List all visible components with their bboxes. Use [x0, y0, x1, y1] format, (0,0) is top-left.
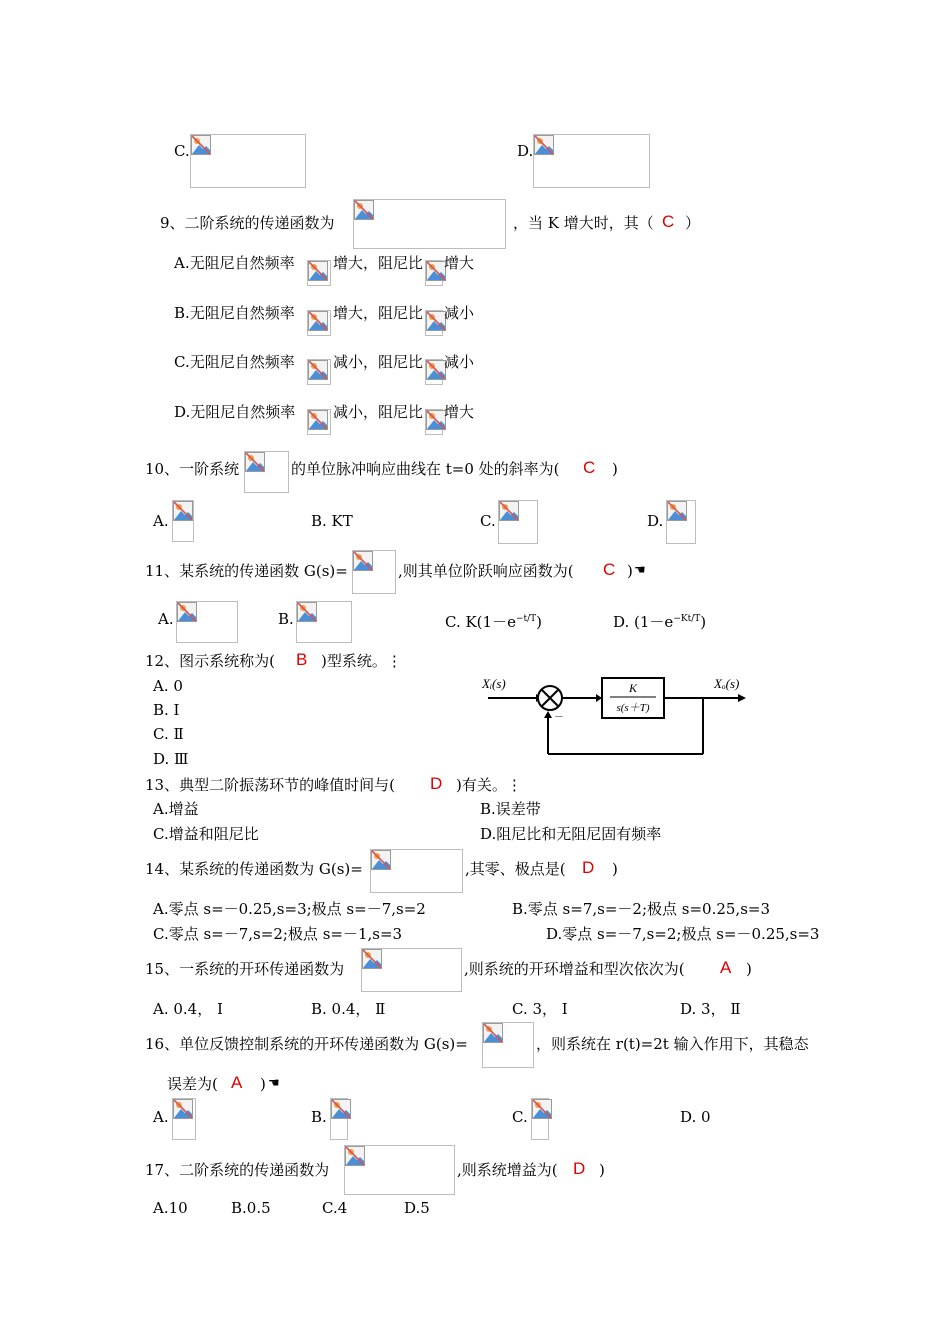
q11-close: ) [627, 562, 633, 580]
q17-option-d: D.5 [404, 1199, 430, 1217]
q17-option-c: C.4 [322, 1199, 348, 1217]
broken-image-icon [352, 550, 396, 594]
broken-image-icon [344, 1145, 455, 1195]
q12-option-a: A. 0 [153, 677, 183, 695]
q12-question-suffix: )型系统。⋮ [321, 652, 402, 670]
q13-question-suffix: )有关。⋮ [456, 776, 522, 794]
q10-option-c: C. [480, 512, 496, 530]
broken-image-icon [172, 500, 194, 542]
q12-option-c: C. Ⅱ [153, 725, 184, 743]
q14-question-text: 14、某系统的传递函数为 G(s)= [145, 860, 363, 878]
q16-question-line2: 误差为( [167, 1075, 218, 1093]
q14-option-a: A.零点 s=－0.25,s=3;极点 s=－7,s=2 [153, 900, 426, 918]
q13-option-c: C.增益和阻尼比 [153, 825, 259, 843]
broken-image-icon [353, 199, 506, 249]
broken-image-icon [307, 409, 331, 435]
q9-option-b-mid: 增大，阻尼比 [333, 304, 424, 322]
q10-option-a: A. [153, 512, 169, 530]
q11-option-c: C. $K(1-e^{-t/T})$ [445, 613, 543, 631]
broken-image-icon [533, 134, 650, 188]
q13-option-d: D.阻尼比和无阻尼固有频率 [480, 825, 662, 843]
q9-question-suffix: ，当 K 增大时，其（ [513, 214, 654, 232]
q13-question-text: 13、典型二阶振荡环节的峰值时间与( [145, 776, 395, 794]
q16-question-suffix: ，则系统在 r(t)=2t 输入作用下，其稳态 [536, 1035, 809, 1053]
hand-pointer-icon: ☚ [634, 563, 646, 578]
q17-question-text: 17、二阶系统的传递函数为 [145, 1161, 330, 1179]
diagram-input-label: Xᵢ(s) [482, 676, 506, 691]
q16-question-text: 16、单位反馈控制系统的开环传递函数为 G(s)= [145, 1035, 468, 1053]
q17-option-a: A.10 [153, 1199, 188, 1217]
broken-image-icon [307, 260, 331, 286]
broken-image-icon [482, 1022, 534, 1068]
q9-option-d-mid: 减小，阻尼比 [333, 403, 424, 421]
q16-option-c: C. [512, 1108, 528, 1126]
q10-answer: C [583, 458, 596, 477]
q15-option-a: A. 0.4， Ⅰ [153, 1000, 223, 1018]
q17-close: ) [599, 1161, 605, 1179]
q15-option-b: B. 0.4， Ⅱ [311, 1000, 386, 1018]
broken-image-icon [176, 601, 238, 643]
q15-option-d: D. 3， Ⅱ [680, 1000, 741, 1018]
q9-option-d-end: 增大 [444, 403, 475, 421]
q9-option-b-label: B.无阻尼自然频率 [174, 304, 295, 322]
broken-image-icon [330, 1098, 348, 1140]
q15-close: ) [746, 960, 752, 978]
q14-option-d: D.零点 s=－7,s=2;极点 s=－0.25,s=3 [546, 925, 820, 943]
q9-close: ） [685, 214, 701, 232]
q15-question-suffix: ,则系统的开环增益和型次依次为( [464, 960, 685, 978]
broken-image-icon [190, 134, 306, 188]
q9-option-a-mid: 增大，阻尼比 [333, 254, 424, 272]
broken-image-icon [307, 359, 331, 385]
q13-option-a: A.增益 [153, 800, 199, 818]
broken-image-icon [498, 500, 538, 544]
block-diagram [478, 670, 778, 762]
q17-answer: D [573, 1159, 586, 1178]
q9-option-c-mid: 减小，阻尼比 [333, 353, 424, 371]
q14-answer: D [582, 858, 595, 877]
q14-question-suffix: ,其零、极点是( [465, 860, 566, 878]
broken-image-icon [425, 359, 443, 385]
q9-option-b-end: 减小 [444, 304, 475, 322]
q10-close: ) [612, 460, 618, 478]
broken-image-icon [307, 310, 331, 336]
broken-image-icon [531, 1098, 549, 1140]
q13-answer: D [430, 774, 443, 793]
q14-close: ) [612, 860, 618, 878]
q9-option-c-end: 减小 [444, 353, 475, 371]
feedback-sign: － [554, 712, 564, 723]
q11-option-d: D. $(1-e^{-Kt/T})$ [613, 613, 707, 631]
q15-question-text: 15、一系统的开环传递函数为 [145, 960, 345, 978]
q11-question-text: 11、某系统的传递函数 G(s)= [145, 562, 348, 580]
broken-image-icon [361, 948, 462, 992]
q16-close: ) [260, 1075, 266, 1093]
hand-pointer-icon: ☚ [268, 1076, 280, 1091]
diagram-output-label: Xₒ(s) [714, 676, 740, 691]
q10-option-d: D. [647, 512, 664, 530]
q11-option-b: B. [278, 610, 294, 628]
q9-option-a-label: A.无阻尼自然频率 [174, 254, 295, 272]
q17-option-b: B.0.5 [231, 1199, 271, 1217]
broken-image-icon [370, 849, 463, 893]
q12-question-text: 12、图示系统称为( [145, 652, 275, 670]
q14-option-c: C.零点 s=－7,s=2;极点 s=－1,s=3 [153, 925, 403, 943]
broken-image-icon [244, 451, 289, 493]
q16-option-a: A. [153, 1108, 169, 1126]
q12-option-d: D. Ⅲ [153, 750, 189, 768]
broken-image-icon [425, 310, 443, 336]
q9-option-a-end: 增大 [444, 254, 475, 272]
q16-option-b: B. [311, 1108, 327, 1126]
broken-image-icon [425, 409, 443, 435]
broken-image-icon [296, 601, 352, 643]
q10-option-b: B. KT [311, 512, 353, 530]
broken-image-icon [666, 500, 696, 544]
q10-question-suffix: 的单位脉冲响应曲线在 t=0 处的斜率为( [291, 460, 560, 478]
q12-option-b: B. Ⅰ [153, 701, 180, 719]
q16-answer: A [231, 1073, 243, 1092]
q11-answer: C [603, 560, 616, 579]
q16-option-d: D. 0 [680, 1108, 711, 1126]
q15-option-c: C. 3， Ⅰ [512, 1000, 568, 1018]
q9-answer: C [662, 212, 675, 231]
q9-option-d-label: D.无阻尼自然频率 [174, 403, 296, 421]
q13-option-b: B.误差带 [480, 800, 541, 818]
block-denominator: s(s＋T) [616, 702, 650, 714]
block-numerator: K [628, 681, 638, 695]
q9-option-c-label: C.无阻尼自然频率 [174, 353, 295, 371]
q14-option-b: B.零点 s=7,s=－2;极点 s=0.25,s=3 [512, 900, 771, 918]
q11-question-suffix: ,则其单位阶跃响应函数为( [398, 562, 574, 580]
q12-answer: B [296, 650, 308, 669]
broken-image-icon [172, 1098, 196, 1140]
q15-answer: A [720, 958, 732, 977]
broken-image-icon [425, 260, 443, 286]
q9-question-text: 9、二阶系统的传递函数为 [160, 214, 335, 232]
q17-question-suffix: ,则系统增益为( [457, 1161, 558, 1179]
q11-option-a: A. [158, 610, 174, 628]
q8-option-d: D. [517, 142, 534, 160]
q10-question-text: 10、一阶系统 [145, 460, 240, 478]
q8-option-c: C. [174, 142, 190, 160]
